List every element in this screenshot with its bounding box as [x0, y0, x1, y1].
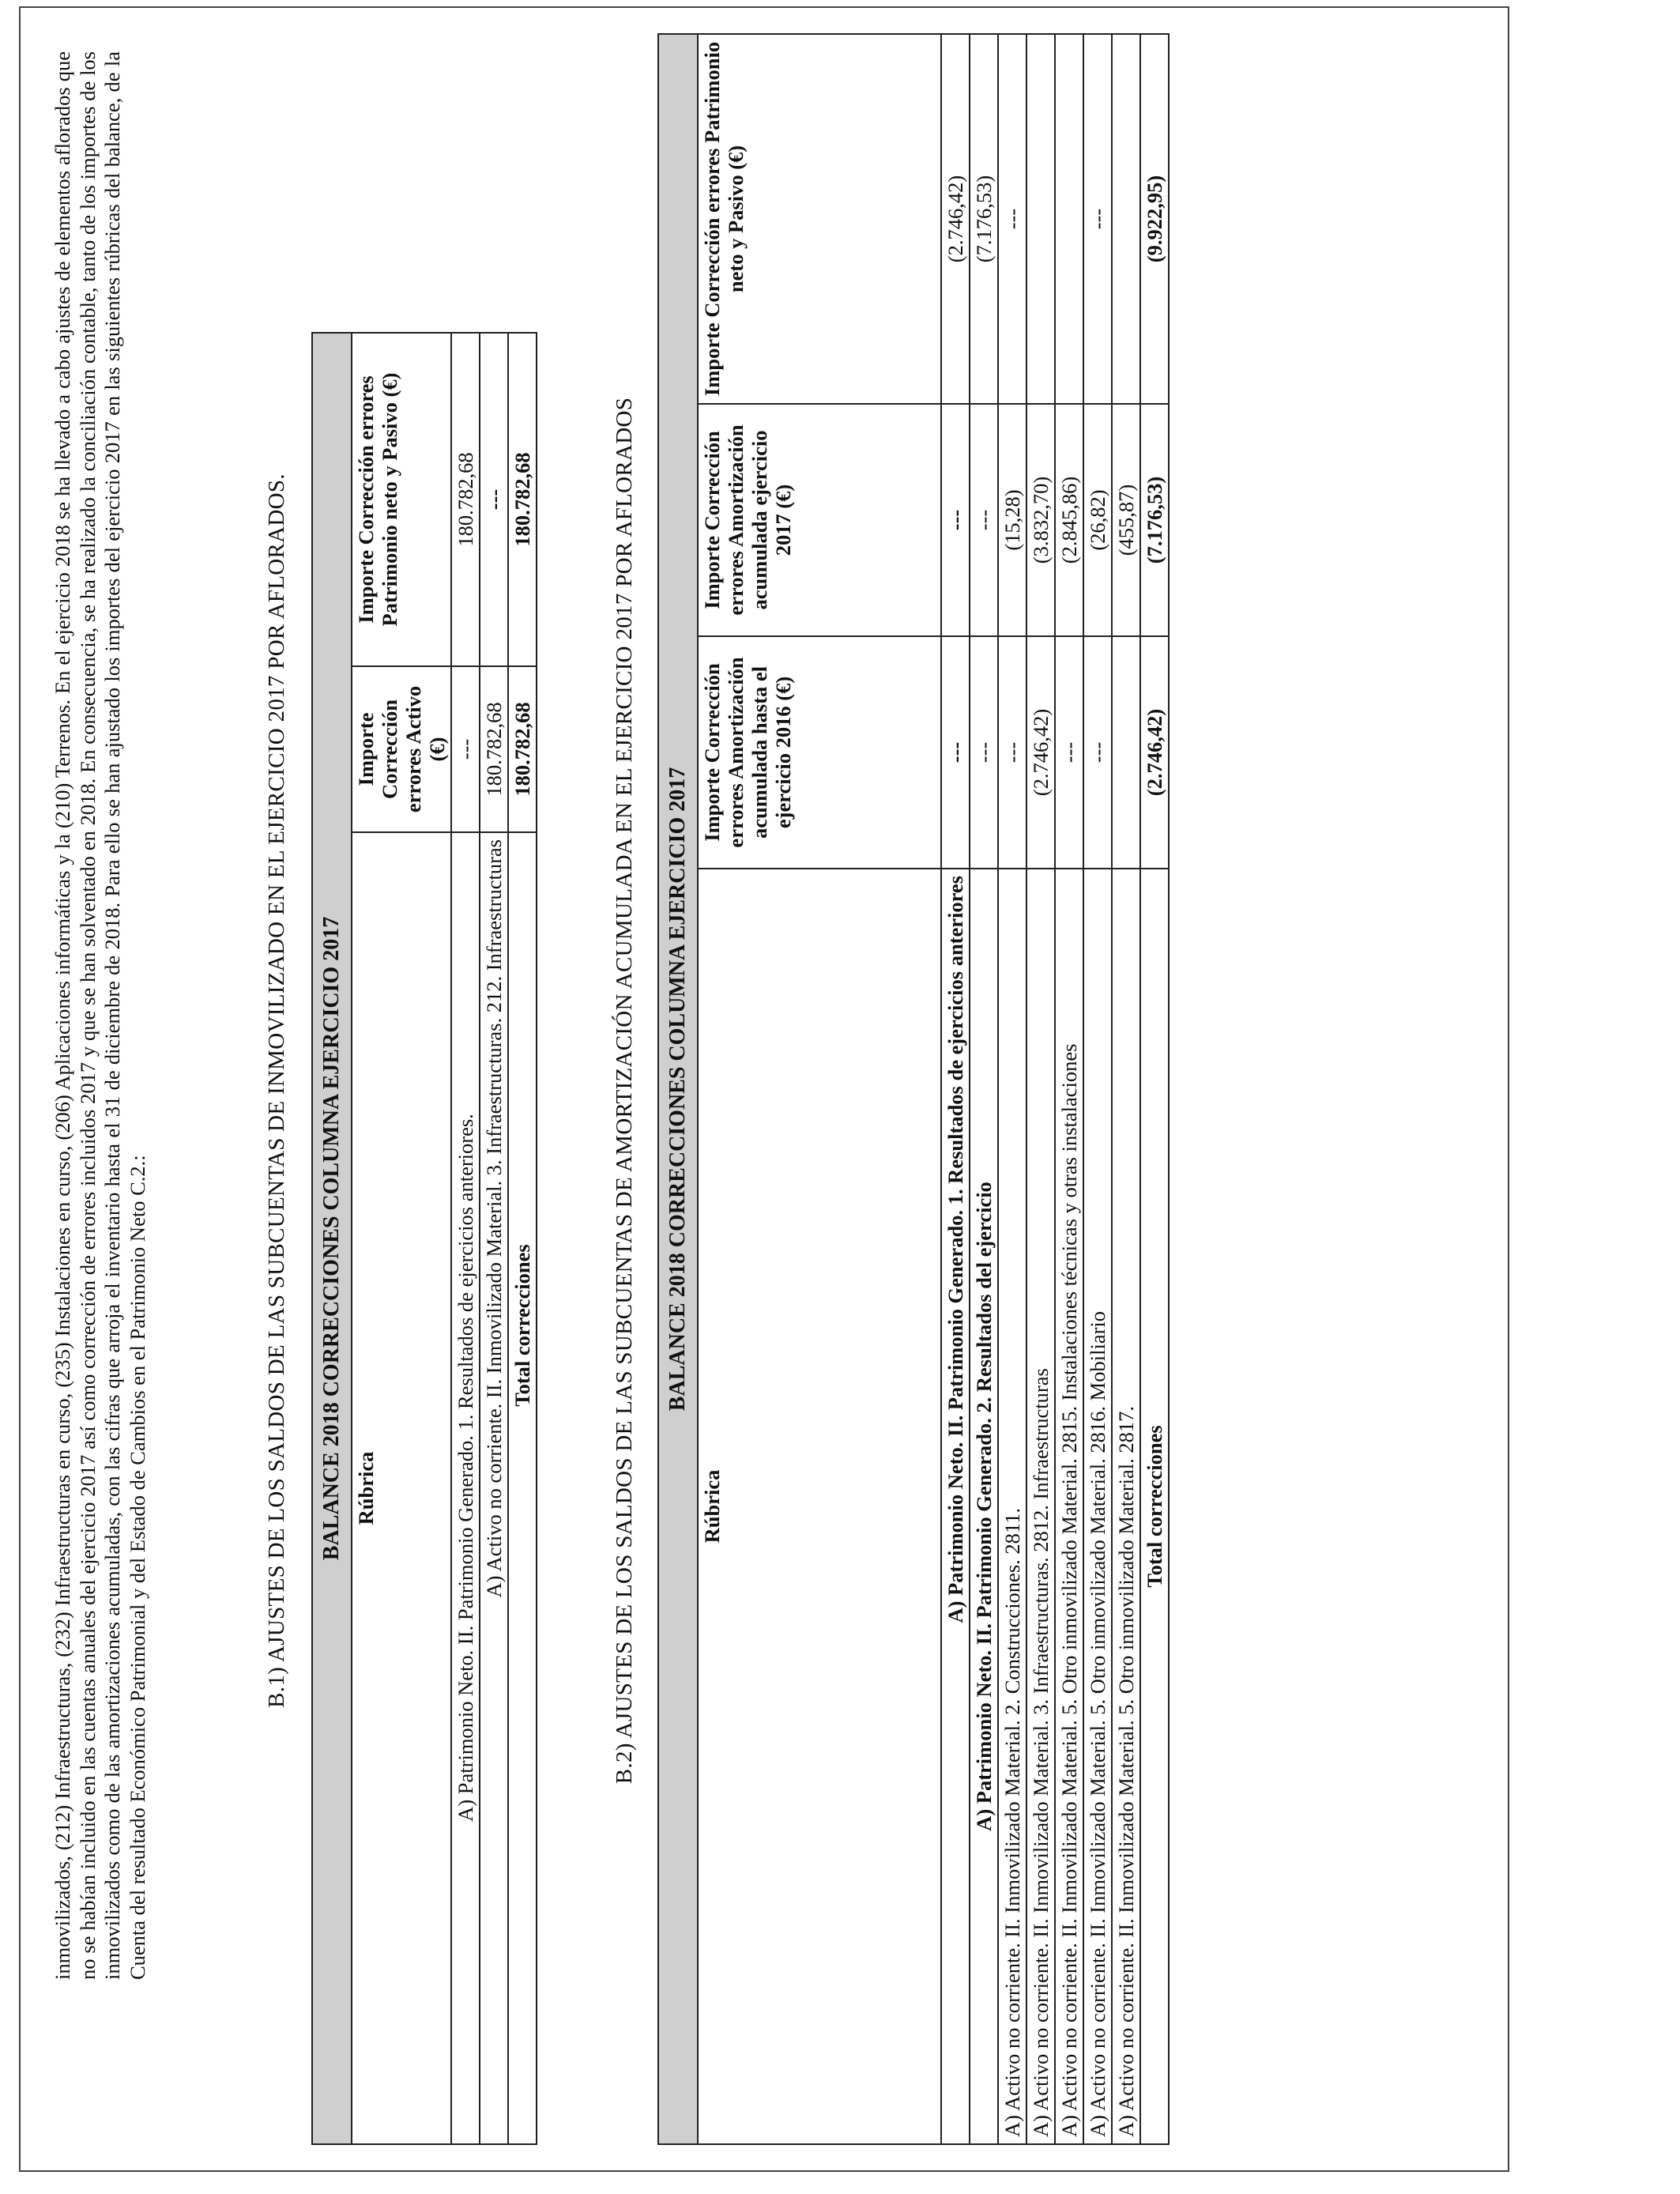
- table-b1-row-0-activo: ---: [451, 666, 480, 832]
- table-b1-total-row: [508, 333, 537, 2144]
- intro-paragraph: inmovilizados, (212) Infraestructuras, (232) Infraestructuras en curso, (235) Instalaciones en curso, (206) Aplicaciones informáticas y la (210) Terrenos. En el ejercicio 2018 se ha llevado a cabo ajustes de elementos aflorados que no se habían incluido en las cuentas anuales del ejercicio 2017 así como corrección de errores incluidos 2017 y que se han solventado en 2018. En consecuencia, se ha realizado la conciliación contable, tanto de los importes de los inmovilizados como de las amortizaciones acumuladas, con las cifras que arroja el inventario hasta el 31 de diciembre de 2018. Para ello se han ajustado los importes del ejercicio 2017 en las siguientes rúbricas del balance, de la Cuenta del resultado Económico Patrimonial y del Estado de Cambios en el Patrimonio Neto C.2.:: [51, 51, 149, 1980]
- table-b2-row-3-c2: (3.832,70): [1026, 404, 1055, 636]
- table-b2-total-c3: (9.922,95): [1140, 34, 1169, 404]
- table-b2-row-4-c2: (2.845,86): [1055, 404, 1083, 636]
- table-b2-header-rubrica: Rúbrica: [698, 869, 941, 2144]
- table-b2-header-amort-2017: Importe Corrección errores Amortización acumulada ejercicio 2017 (€): [698, 404, 941, 636]
- table-b2-row-2-c2: (15,28): [998, 404, 1026, 636]
- table-b2-row-4-c1: ---: [1055, 636, 1083, 869]
- table-b2-header-amort-2016: Importe Corrección errores Amortización acumulada hasta el ejercicio 2016 (€): [698, 636, 941, 869]
- table-b2-row-5-c2: (26,82): [1083, 404, 1112, 636]
- table-row: [1083, 34, 1112, 2144]
- section-b2-heading: B.2) AJUSTES DE LOS SALDOS DE LAS SUBCUENTAS DE AMORTIZACIÓN ACUMULADA EN EL EJERCICIO 2017 POR AFLORADOS: [612, 397, 637, 1785]
- table-b2-row-5-c1: ---: [1083, 636, 1112, 869]
- table-b2-row-2-c3: ---: [998, 34, 1026, 404]
- table-b1-row-1-activo: 180.782,68: [480, 666, 508, 832]
- table-b2-row-1-c2: ---: [970, 404, 998, 636]
- table-b2-row-6-c2: (455,87): [1112, 404, 1140, 636]
- table-row: [480, 333, 508, 2144]
- table-b2-row-1-c3: (7.176,53): [970, 34, 998, 404]
- table-b2-header-pasivo: Importe Corrección errores Patrimonio neto y Pasivo (€): [698, 34, 941, 404]
- table-row: [1112, 34, 1140, 2144]
- table-b2-title: BALANCE 2018 CORRECCIONES COLUMNA EJERCICIO 2017: [658, 34, 698, 2144]
- table-b2-total-row: [1140, 34, 1169, 2144]
- table-row: [970, 34, 998, 2144]
- rotated-page: [21, 8, 1511, 2173]
- table-b2-row-3-c1: (2.746,42): [1026, 636, 1055, 869]
- table-b1-row-0-rubrica: A) Patrimonio Neto. II. Patrimonio Generado. 1. Resultados de ejercicios anteriores.: [451, 832, 480, 2144]
- table-b1-header-rubrica: Rúbrica: [352, 832, 451, 2144]
- table-b2-row-2-c1: ---: [998, 636, 1026, 869]
- table-b2-row-2-rubrica: A) Activo no corriente. II. Inmovilizado Material. 2. Construcciones. 2811.: [998, 869, 1026, 2144]
- table-b2: [657, 33, 1170, 2145]
- table-b1-total-activo: 180.782,68: [508, 666, 537, 832]
- table-b1-row-1-pasivo: ---: [480, 333, 508, 666]
- table-b2-total-label: Total correcciones: [1140, 869, 1169, 2144]
- table-b2-row-1-c1: ---: [970, 636, 998, 869]
- table-row: [998, 34, 1026, 2144]
- table-row: [941, 34, 970, 2144]
- table-b2-row-6-c1: [1112, 636, 1140, 869]
- table-b1-header-activo: Importe Corrección errores Activo (€): [352, 666, 451, 832]
- table-row: [1055, 34, 1083, 2144]
- table-b2-total-c1: (2.746,42): [1140, 636, 1169, 869]
- table-b1-row-1-rubrica: A) Activo no corriente. II. Inmovilizado Material. 3. Infraestructuras. 212. Infraestructuras: [480, 832, 508, 2144]
- table-b2-row-4-rubrica: A) Activo no corriente. II. Inmovilizado Material. 5. Otro inmovilizado Material. 2815. Instalaciones técnicas y otras instalaciones: [1055, 869, 1083, 2144]
- table-b1-title: BALANCE 2018 CORRECCIONES COLUMNA EJERCICIO 2017: [312, 333, 352, 2144]
- table-b2-row-0-rubrica: A) Patrimonio Neto. II. Patrimonio Generado. 1. Resultados de ejercicios anteriores: [941, 869, 970, 2144]
- table-b2-row-3-rubrica: A) Activo no corriente. II. Inmovilizado Material. 3. Infraestructuras. 2812. Infraestructuras: [1026, 869, 1055, 2144]
- table-b2-row-5-rubrica: A) Activo no corriente. II. Inmovilizado Material. 5. Otro inmovilizado Material. 2816. Mobiliario: [1083, 869, 1112, 2144]
- table-b2-row-0-c3: (2.746,42): [941, 34, 970, 404]
- table-b1-total-label: Total correcciones: [508, 832, 537, 2144]
- table-b2-row-6-rubrica: A) Activo no corriente. II. Inmovilizado Material. 5. Otro inmovilizado Material. 2817.: [1112, 869, 1140, 2144]
- table-b1: [311, 332, 537, 2145]
- table-row: [451, 333, 480, 2144]
- table-b1-row-0-pasivo: 180.782,68: [451, 333, 480, 666]
- table-b2-row-3-c3: [1026, 34, 1055, 404]
- table-b2-total-c2: (7.176,53): [1140, 404, 1169, 636]
- page-frame: [19, 6, 1509, 2172]
- table-b1-total-pasivo: 180.782,68: [508, 333, 537, 666]
- table-b1-header-pasivo: Importe Corrección errores Patrimonio neto y Pasivo (€): [352, 333, 451, 666]
- table-row: [1026, 34, 1055, 2144]
- table-b2-row-0-c2: ---: [941, 404, 970, 636]
- table-b2-row-1-rubrica: A) Patrimonio Neto. II. Patrimonio Generado. 2. Resultados del ejercicio: [970, 869, 998, 2144]
- table-b2-row-4-c3: [1055, 34, 1083, 404]
- section-b1-heading: B.1) AJUSTES DE LOS SALDOS DE LAS SUBCUENTAS DE INMOVILIZADO EN EL EJERCICIO 2017 POR AFLORADOS.: [264, 473, 289, 1708]
- table-b2-row-6-c3: [1112, 34, 1140, 404]
- table-b2-row-0-c1: ---: [941, 636, 970, 869]
- table-b2-row-5-c3: ---: [1083, 34, 1112, 404]
